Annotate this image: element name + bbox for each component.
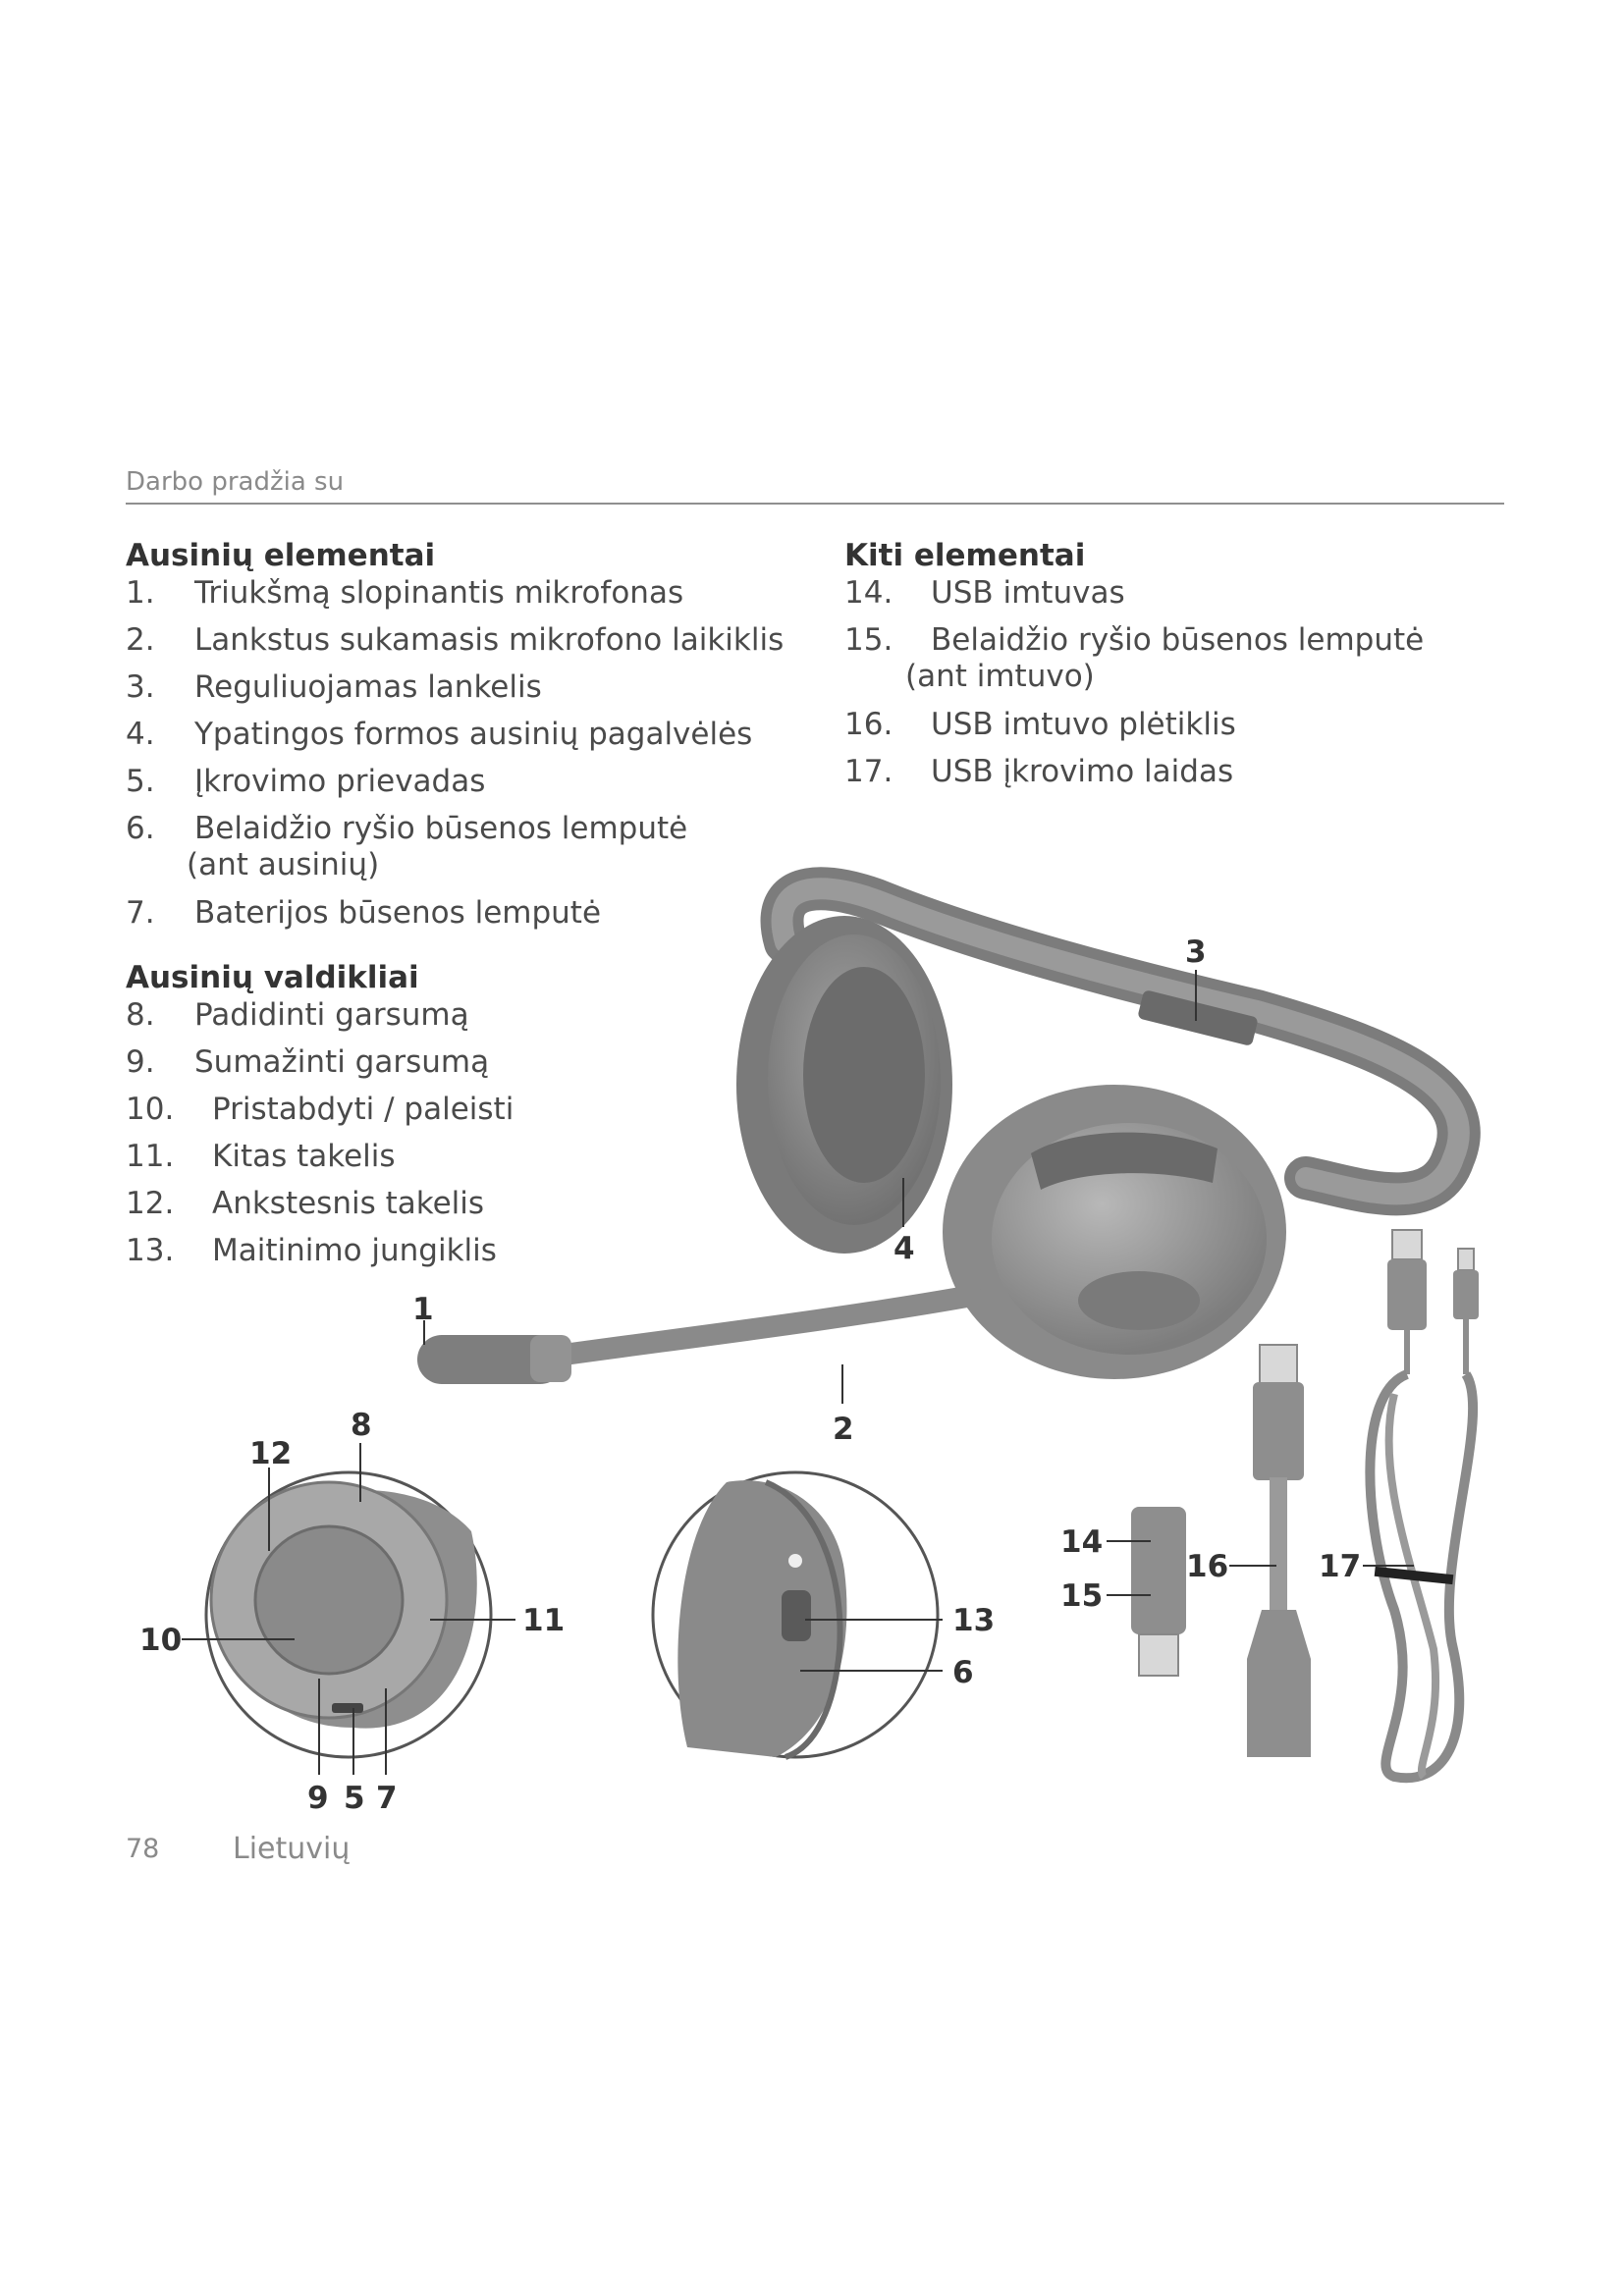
list-item: 13. Maitinimo jungiklis xyxy=(126,1233,497,1268)
callout-1: 1 xyxy=(412,1292,434,1327)
usb-extender xyxy=(1247,1345,1311,1757)
list-item: 1. Triukšmą slopinantis mikrofonas xyxy=(126,575,684,611)
callout-13: 13 xyxy=(952,1603,996,1638)
callout-12: 12 xyxy=(249,1436,293,1471)
page-number: 78 xyxy=(126,1834,160,1864)
headset-controls-heading: Ausinių valdikliai xyxy=(126,960,419,995)
callout-16: 16 xyxy=(1186,1549,1229,1584)
list-item: 14. USB imtuvas xyxy=(844,575,1125,611)
callout-14: 14 xyxy=(1060,1524,1104,1560)
list-item: 11. Kitas takelis xyxy=(126,1139,396,1174)
list-item: 2. Lankstus sukamasis mikrofono laikiklis xyxy=(126,622,785,658)
callout-15: 15 xyxy=(1060,1578,1104,1614)
power-switch-detail xyxy=(653,1472,938,1757)
callout-7: 7 xyxy=(376,1781,398,1816)
list-item: 17. USB įkrovimo laidas xyxy=(844,754,1234,789)
list-item: 9. Sumažinti garsumą xyxy=(126,1044,490,1080)
callout-5: 5 xyxy=(344,1781,365,1816)
list-item: 10. Pristabdyti / paleisti xyxy=(126,1092,514,1127)
list-item: 15. Belaidžio ryšio būsenos lemputė (ant imtuvo) xyxy=(844,622,1425,694)
list-item: 8. Padidinti garsumą xyxy=(126,997,469,1033)
running-header: Darbo pradžia su xyxy=(126,467,345,497)
list-item: 16. USB imtuvo plėtiklis xyxy=(844,707,1236,742)
callout-2: 2 xyxy=(833,1412,854,1447)
footer-language: Lietuvių xyxy=(233,1832,351,1866)
callout-4: 4 xyxy=(893,1231,915,1266)
callout-8: 8 xyxy=(351,1408,372,1443)
callout-11: 11 xyxy=(522,1603,566,1638)
list-item: 7. Baterijos būsenos lemputė xyxy=(126,895,602,931)
callout-3: 3 xyxy=(1185,934,1207,970)
list-item: 4. Ypatingos formos ausinių pagalvėlės xyxy=(126,717,753,752)
list-item: 3. Reguliuojamas lankelis xyxy=(126,669,542,705)
charging-port xyxy=(332,1703,363,1713)
logo-badge xyxy=(1078,1271,1200,1330)
headset-parts-heading: Ausinių elementai xyxy=(126,538,436,573)
headset-illustration xyxy=(417,888,1459,1384)
callout-10: 10 xyxy=(139,1623,183,1658)
other-parts-heading: Kiti elementai xyxy=(844,538,1086,573)
list-item: 12. Ankstesnis takelis xyxy=(126,1186,485,1221)
list-item: 6. Belaidžio ryšio būsenos lemputė (ant ausinių) xyxy=(126,811,688,882)
callout-17: 17 xyxy=(1319,1549,1362,1584)
mic-boom xyxy=(550,1296,972,1357)
power-switch xyxy=(782,1590,811,1641)
callout-6: 6 xyxy=(952,1655,974,1690)
usb-receiver xyxy=(1131,1507,1186,1676)
usb-charging-cable xyxy=(1370,1230,1479,1778)
controls-detail xyxy=(206,1472,491,1757)
list-item: 5. Įkrovimo prievadas xyxy=(126,764,486,799)
play-pause-button xyxy=(255,1526,403,1674)
callout-9: 9 xyxy=(307,1781,329,1816)
